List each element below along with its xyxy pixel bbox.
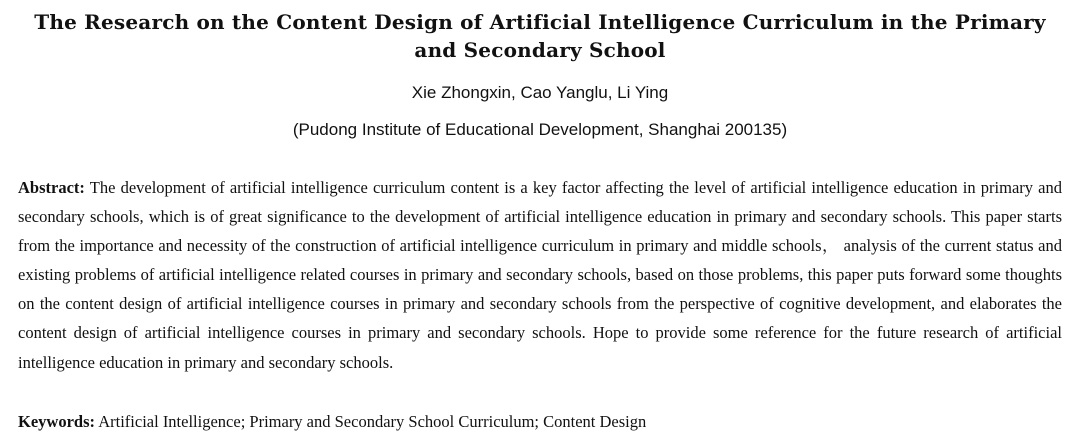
- author-affiliation: (Pudong Institute of Educational Development, Shanghai 200135): [292, 120, 788, 139]
- paper-title: The Research on the Content Design of Artificial Intelligence Curriculum in the Primary and Secondary School: [34, 10, 1046, 62]
- keywords-label: Keywords:: [18, 412, 95, 431]
- abstract-text: The development of artificial intelligence curriculum content is a key factor affecting the level of artificial intelligence education in primary and secondary schools, which is of great significance to the development of artificial intelligence education in primary and secondary schools. This paper starts from the importance and necessity of the construction of artificial intelligence curriculum in primary and middle schools， analysis of the current status and existing problems of artificial intelligence related courses in primary and secondary schools, based on those problems, this paper puts forward some thoughts on the content design of artificial intelligence courses in primary and secondary schools from the perspective of cognitive development, and elaborates the content design of artificial intelligence courses in primary and secondary schools. Hope to provide some reference for the future research of artificial intelligence education in primary and secondary schools.: [18, 178, 1063, 372]
- keywords-text: Artificial Intelligence; Primary and Secondary School Curriculum; Content Design: [98, 412, 647, 431]
- author-list: Xie Zhongxin, Cao Yanglu, Li Ying: [411, 83, 669, 102]
- abstract-label: Abstract:: [18, 178, 85, 197]
- keywords-paragraph: [18, 407, 1062, 436]
- abstract-paragraph: [18, 173, 1062, 377]
